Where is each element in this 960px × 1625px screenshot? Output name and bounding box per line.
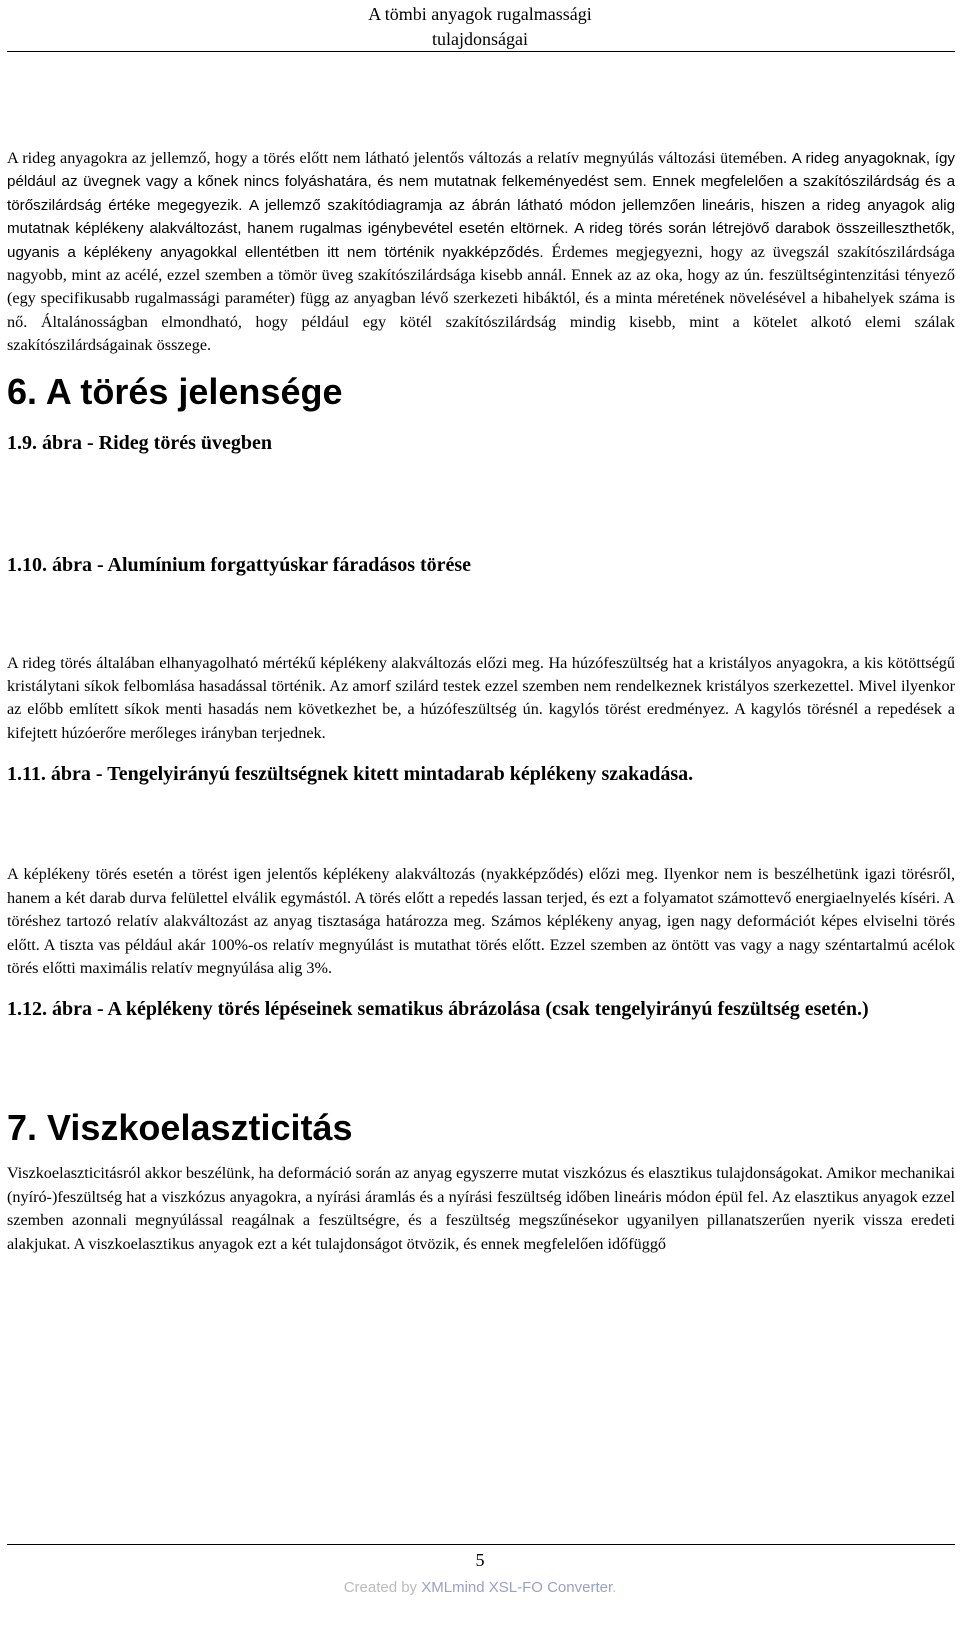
page-content: [7, 147, 955, 1256]
figure-1-11-caption: 1.11. ábra - Tengelyirányú feszültségnek kitett mintadarab képlékeny szakadása.: [7, 763, 694, 786]
intro-paragraph: [7, 147, 955, 358]
footer-divider: [7, 1544, 955, 1545]
intro-sentence-3: Ennek megfelelően a szakítószilárdság és a törőszilárdság értéke megegyezik.: [7, 173, 956, 214]
figure-1-9-placeholder: [7, 458, 955, 550]
page-number: 5: [475, 1550, 485, 1570]
intro-sentence-2: A rideg anyagoknak, így például az üvegnek vagy a kőnek nincs folyáshatára, és nem mutatnak felkeményedést sem.: [7, 150, 956, 191]
figure-1-11-placeholder: [7, 789, 955, 863]
header-title-line1: A tömbi anyagok rugalmassági: [368, 4, 592, 24]
intro-sentence-4: A jellemző szakítódiagramja az ábrán látható módon jellemzően lineáris, hiszen a rideg anyagok alig mutatnak képlékeny alakváltozást, hanem rugalmas igénybevétel esetén eltörnek.: [7, 196, 956, 238]
header-divider: [7, 51, 955, 52]
figure-1-12-caption: 1.12. ábra - A képlékeny törés lépéseinek sematikus ábrázolása (csak tengelyirányú feszültség esetén.): [7, 998, 869, 1021]
figure-1-10-caption: 1.10. ábra - Alumínium forgattyúskar fáradásos törése: [7, 553, 472, 576]
section-7-title: 7. Viszkoelaszticitás: [7, 1107, 353, 1149]
running-header: [0, 2, 960, 52]
credit-prefix: Created by: [343, 1579, 422, 1596]
section-6-paragraph-2: A képlékeny törés esetén a törést igen jelentős képlékeny alakváltozás (nyakképződés) előzi meg. Ilyenkor nem is beszélhetünk igazi törésről, hanem a két darab durva felülettel elválik egymástól. A törés előtt a repedés lassan terjed, és ezt a folyamatot számottevő energiaelnyelés kíséri. A töréshez tartozó relatív alakváltozást az anyag tisztasága határozza meg. Számos képlékeny anyag, igen nagy deformációt képes elviselni törés előtt. A tiszta vas például akár 100%-os relatív megnyúlást is mutathat törés előtt. Ezzel szemben az öntött vas vagy a nagy széntartalmú acélok törés előtti maximális relatív megnyúlása alig 3%.: [7, 865, 955, 977]
header-title-line2: tulajdonságai: [432, 29, 528, 49]
intro-sentence-1: A rideg anyagokra az jellemző, hogy a törés előtt nem látható jelentős változás a relatív megnyúlás változási ütemében.: [7, 149, 788, 167]
credit-product-link[interactable]: XMLmind XSL-FO Converter: [421, 1579, 613, 1596]
figure-1-12-placeholder: [7, 1024, 955, 1106]
section-6-paragraph-1: A rideg törés általában elhanyagolható mértékű képlékeny alakváltozás előzi meg. Ha húzófeszültség hat a kristályos anyagokra, a kis kötöttségű kristálytani síkok felbomlása hasadással történik. Az amorf szilárd testek ezzel szemben nem rendelkeznek kristályos szerkezettel. Mivel ilyenkor az előbb említett síkok menti hasadás nem következhet be, a húzófeszültség ún. kagylós törést eredményez. A kagylós törésnél a repedések a kifejtett húzóerőre merőleges irányban terjednek.: [7, 653, 955, 742]
section-6-title: 6. A törés jelensége: [7, 370, 343, 412]
converter-credit: [0, 1578, 960, 1598]
section-7-paragraph-1: Viszkoelaszticitásról akkor beszélünk, ha deformáció során az anyag egyszerre mutat viszkózus és elasztikus tulajdonságokat. Amikor mechanikai (nyíró-)feszültség hat a viszkózus anyagokra, a nyírási áramlás és a nyírási feszültség időben lineáris módon épül fel. Az elasztikus anyagok ezzel szemben azonnali megnyúlással reagálnak a feszültségre, és a feszültség megszűnésekor ugyanilyen pillanatszerűen nyerik vissza eredeti alakjukat. A viszkoelasztikus anyagok ezt a két tulajdonságot ötvözik, és ennek megfelelően időfüggő: [7, 1164, 955, 1253]
intro-sentence-5: A rideg törés során létrejövő darabok összeilleszthetők, ugyanis a képlékeny anyagokkal ellentétben itt nem történik nyakképződés.: [7, 220, 955, 261]
figure-1-10-placeholder: [7, 580, 955, 652]
credit-suffix: .: [612, 1579, 617, 1596]
figure-1-9-caption: 1.9. ábra - Rideg törés üvegben: [7, 431, 272, 454]
intro-sentence-6: Érdemes megjegyezni, hogy az üvegszál szakítószilárdsága nagyobb, mint az acélé, ezzel szemben a tömör üveg szakítószilárdsága kisebb annál. Ennek az az oka, hogy az ún. feszültségintenzitási tényező (egy specifikusabb rugalmassági paraméter) függ az anyagban lévő szerkezeti hibáktól, és a minta méretének növelésével a hibahelyek száma is nő. Általánosságban elmondható, hogy például egy kötél szakítószilárdság mindig kisebb, mint a kötelet alkotó elemi szálak szakítószilárdságainak összege.: [7, 242, 955, 355]
